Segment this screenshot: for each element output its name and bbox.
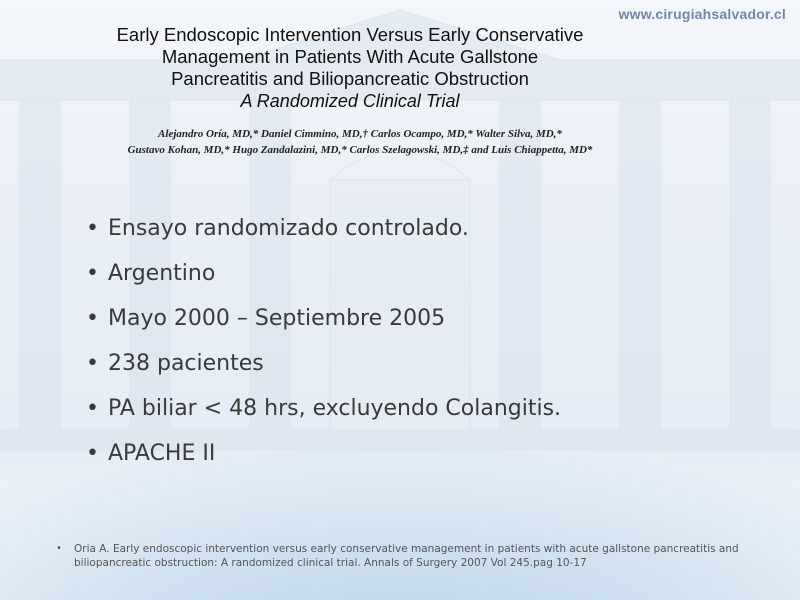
- bullet-text: PA biliar < 48 hrs, excluyendo Colangitis.: [108, 396, 562, 421]
- paper-subtitle: A Randomized Clinical Trial: [240, 91, 460, 111]
- bullet-list: [86, 206, 561, 476]
- bullet-text: APACHE II: [108, 441, 216, 466]
- bullet-item: [86, 296, 561, 341]
- site-url: www.cirugiahsalvador.cl: [618, 6, 786, 22]
- author-line: Alejandro Oría, MD,* Daniel Cimmino, MD,† Carlos Ocampo, MD,* Walter Silva, MD,*: [158, 128, 562, 140]
- reference-text: Oria A. Early endoscopic intervention versus early conservative management in patients with acute gallstone pancreatitis and biliopancreatic obstruction: A randomized clinical trial. Annals of Surgery 2007 Vol 245.pag 10-17: [74, 543, 739, 569]
- bullet-item: [86, 206, 561, 251]
- bullet-text: Argentino: [108, 261, 216, 286]
- bullet-text: 238 pacientes: [108, 351, 264, 376]
- reference-citation: [56, 542, 760, 570]
- bullet-glyph: •: [56, 543, 62, 554]
- bullet-glyph: •: [86, 441, 99, 466]
- bullet-glyph: •: [86, 306, 99, 331]
- paper-title-line: Management in Patients With Acute Gallstone: [161, 46, 539, 67]
- paper-title-block: [90, 24, 610, 112]
- bullet-glyph: •: [86, 396, 99, 421]
- bullet-item: [86, 386, 561, 431]
- bullet-text: Mayo 2000 – Septiembre 2005: [108, 306, 446, 331]
- bullet-item: [86, 251, 561, 296]
- bullet-glyph: •: [86, 261, 99, 286]
- paper-title-line: Early Endoscopic Intervention Versus Early Conservative: [116, 24, 584, 45]
- bullet-glyph: •: [86, 351, 99, 376]
- bullet-glyph: •: [86, 216, 99, 241]
- bullet-item: [86, 341, 561, 386]
- author-line: Gustavo Kohan, MD,* Hugo Zandalazini, MD,* Carlos Szelagowski, MD,‡ and Luis Chiappetta, MD*: [127, 144, 593, 156]
- paper-authors: [80, 126, 640, 158]
- paper-title-line: Pancreatitis and Biliopancreatic Obstruction: [171, 68, 529, 89]
- bullet-item: [86, 431, 561, 476]
- bullet-text: Ensayo randomizado controlado.: [108, 216, 469, 241]
